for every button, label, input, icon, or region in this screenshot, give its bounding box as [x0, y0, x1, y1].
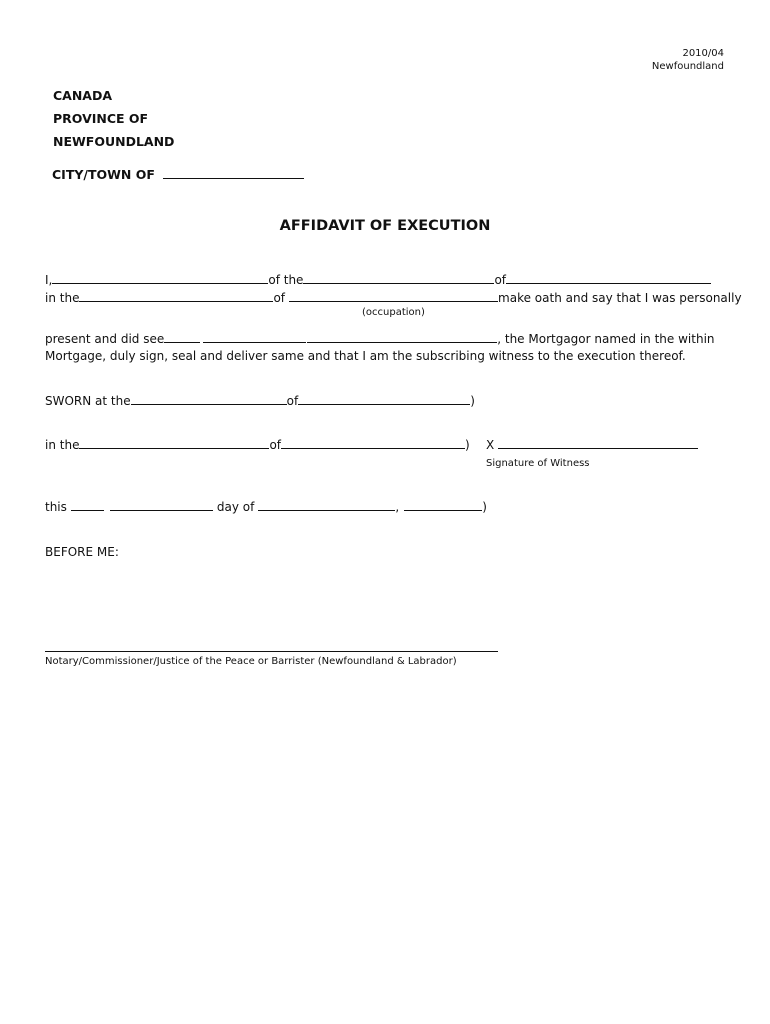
sworn-of-label: of	[286, 394, 299, 408]
sworn-province-field[interactable]	[281, 438, 465, 449]
residence-line	[45, 291, 742, 304]
sworn-place-field[interactable]	[131, 394, 287, 405]
year-field[interactable]	[404, 500, 482, 511]
deponent-line	[45, 273, 711, 286]
date-line	[45, 500, 487, 513]
make-oath-text: make oath and say that I was personally	[498, 291, 742, 305]
witness-signature-caption: Signature of Witness	[486, 458, 590, 469]
mortgagor-field-a[interactable]	[164, 332, 200, 343]
this-label: this	[45, 500, 67, 514]
sworn-paren: )	[470, 394, 475, 408]
i-label: I,	[45, 273, 53, 287]
sworn-in-of-label: of	[269, 438, 282, 452]
witness-signature-row	[486, 438, 698, 451]
form-province: Newfoundland	[651, 61, 724, 72]
deponent-name-field[interactable]	[52, 273, 268, 284]
witness-signature-field[interactable]	[498, 438, 698, 449]
occupation-caption: (occupation)	[362, 307, 425, 318]
mortgagor-line	[45, 332, 715, 345]
sworn-city-field[interactable]	[298, 394, 470, 405]
city-town-row	[52, 168, 304, 182]
mortgagor-text: , the Mortgagor named in the within	[497, 332, 715, 346]
sworn-at-label: SWORN at the	[45, 394, 131, 408]
before-me-label: BEFORE ME:	[45, 545, 119, 559]
month-field[interactable]	[258, 500, 395, 511]
date-comma: ,	[395, 500, 400, 514]
sworn-line	[45, 394, 475, 407]
page-title: AFFIDAVIT OF EXECUTION	[279, 218, 491, 234]
of-label: of	[494, 273, 507, 287]
notary-caption: Notary/Commissioner/Justice of the Peace or Barrister (Newfoundland & Labrador)	[45, 656, 457, 667]
sworn-region-field[interactable]	[79, 438, 269, 449]
province-name-label: NEWFOUNDLAND	[53, 134, 175, 149]
x-mark: X	[486, 438, 495, 452]
day-ordinal-field[interactable]	[110, 500, 213, 511]
country-label: CANADA	[53, 88, 113, 103]
of-the-label: of the	[268, 273, 304, 287]
residence-field[interactable]	[79, 291, 273, 302]
deponent-place-field[interactable]	[303, 273, 494, 284]
deponent-city-field[interactable]	[506, 273, 711, 284]
mortgagor-field-b[interactable]	[203, 332, 306, 343]
witness-statement: Mortgage, duly sign, seal and deliver same and that I am the subscribing witness to the execution thereof.	[45, 349, 686, 363]
city-town-field[interactable]	[163, 168, 304, 179]
present-label: present and did see	[45, 332, 165, 346]
sworn-in-the-label: in the	[45, 438, 80, 452]
sworn-in-line	[45, 438, 470, 451]
city-town-label: CITY/TOWN OF	[52, 167, 155, 182]
day-number-field[interactable]	[71, 500, 104, 511]
in-the-label: in the	[45, 291, 80, 305]
form-date-code: 2010/04	[682, 48, 724, 59]
occupation-field[interactable]	[289, 291, 498, 302]
date-paren: )	[482, 500, 487, 514]
mortgagor-name-field[interactable]	[307, 332, 497, 343]
day-of-label: day of	[216, 500, 255, 514]
of-label-2: of	[273, 291, 286, 305]
notary-signature-line[interactable]	[45, 651, 498, 652]
province-of-label: PROVINCE OF	[53, 111, 149, 126]
sworn-in-paren: )	[465, 438, 470, 452]
